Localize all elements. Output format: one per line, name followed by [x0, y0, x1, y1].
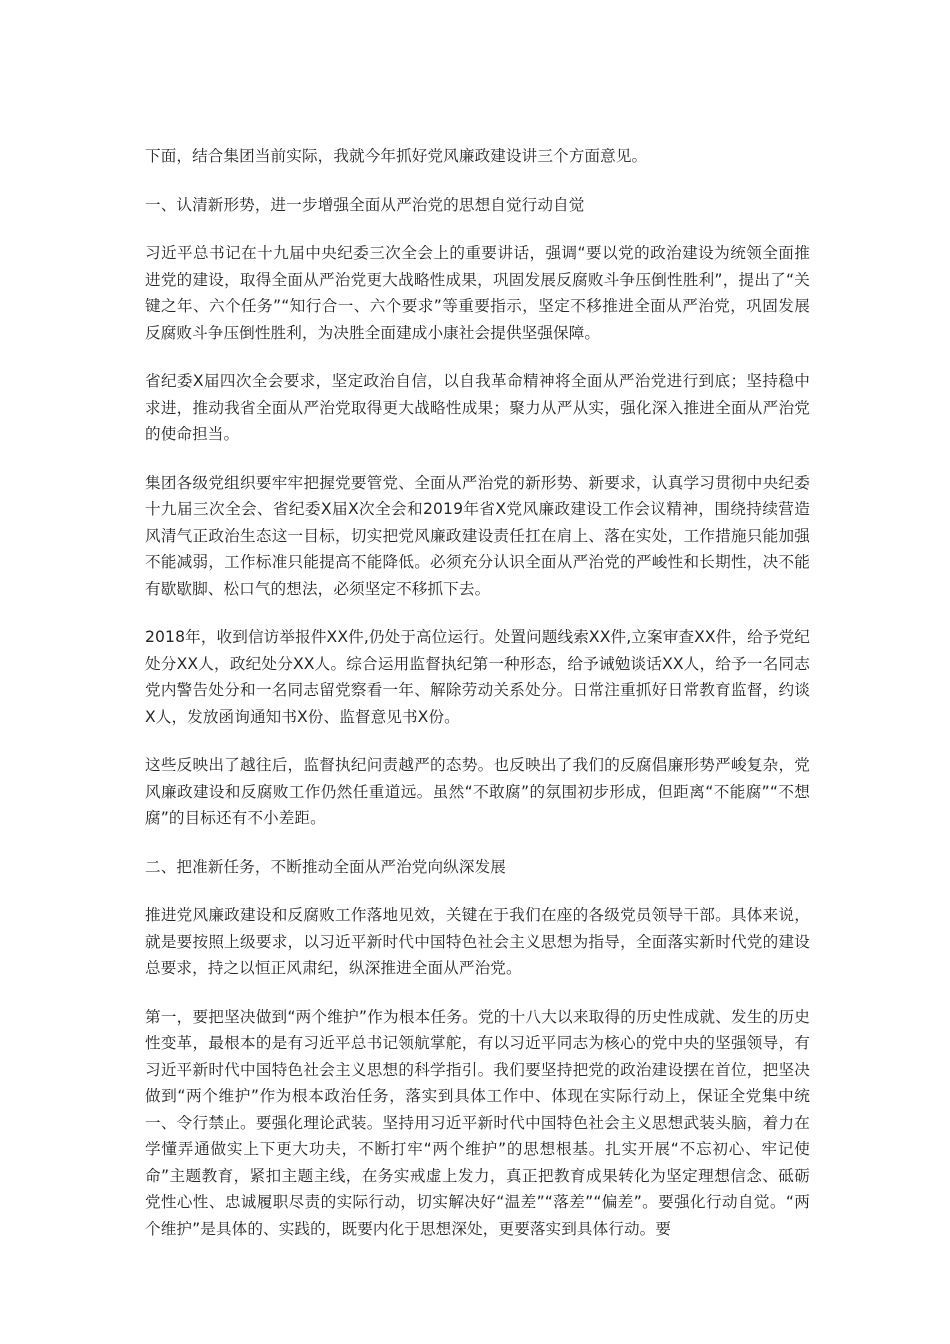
section-heading-2: 二、把准新任务，不断推动全面从严治党向纵深发展	[145, 857, 506, 876]
body-paragraph: 省纪委Ⅹ届四次全会要求，坚定政治自信，以自我革命精神将全面从严治党进行到底；坚持稳中求进，推动我省全面从严治党取得更大战略性成果；聚力从严从实，强化深入推进全面从严治党的使命担当。	[145, 372, 810, 443]
intro-paragraph: 下面，结合集团当前实际，我就今年抓好党风廉政建设讲三个方面意见。	[145, 147, 648, 165]
body-paragraph: 这些反映出了越往后，监督执纪问责越严的态势。也反映出了我们的反腐倡廉形势严峻复杂，党风廉政建设和反腐败工作仍然任重道远。虽然“不敢腐”的氛围初步形成，但距离“不能腐”“不想腐”的目标还有不小差距。	[145, 756, 810, 827]
body-paragraph: 第一，要把坚决做到“两个维护”作为根本任务。党的十八大以来取得的历史性成就、发生的历史性变革，最根本的是有习近平总书记领航掌舵，有以习近平同志为核心的党中央的坚强领导，有习近平新时代中国特色社会主义思想的科学指引。我们要坚持把党的政治建设摆在首位，把坚决做到“两个维护”作为根本政治任务，落实到具体工作中、体现在实际行动上，保证全党集中统一、令行禁止。要强化理论武装。坚持用习近平新时代中国特色社会主义思想武装头脑，着力在学懂弄通做实上下更大功夫，不断打牢“两个维护”的思想根基。扎实开展“不忘初心、牢记使命”主题教育，紧扣主题主线，在务实戒虚上发力，真正把教育成果转化为坚定理想信念、砥砺党性心性、忠诚履职尽责的实际行动，切实解决好“温差”“落差”“偏差”。要强化行动自觉。“两个维护”是具体的、实践的，既要内化于思想深处，更要落实到具体行动。要	[145, 1007, 810, 1238]
body-paragraph: 2018年，收到信访举报件XX件,仍处于高位运行。处置问题线索XX件,立案审查XX件，给予党纪处分XX人，政纪处分XX人。综合运用监督执纪第一种形态，给予诫勉谈话XX人，给予一名同志党内警告处分和一名同志留党察看一年、解除劳动关系处分。日常注重抓好日常教育监督，约谈X人，发放函询通知书X份、监督意见书X份。	[145, 628, 810, 726]
document-body	[145, 143, 810, 1264]
body-paragraph: 习近平总书记在十九届中央纪委三次全会上的重要讲话，强调“要以党的政治建设为统领全面推进党的建设，取得全面从严治党更大战略性成果，巩固发展反腐败斗争压倒性胜利”，提出了“关键之年、六个任务”“知行合一、六个要求”等重要指示，坚定不移推进全面从严治党，巩固发展反腐败斗争压倒性胜利，为决胜全面建成小康社会提供坚强保障。	[145, 244, 810, 342]
section-heading-1: 一、认清新形势，进一步增强全面从严治党的思想自觉行动自觉	[145, 195, 585, 214]
body-paragraph: 集团各级党组织要牢牢把握党要管党、全面从严治党的新形势、新要求，认真学习贯彻中央纪委十九届三次全会、省纪委Ⅹ届Ⅹ次全会和2019年省Ⅹ党风廉政建设工作会议精神，围绕持续营造风清气正政治生态这一目标，切实把党风廉政建设责任扛在肩上、落在实处，工作措施只能加强不能减弱，工作标准只能提高不能降低。必须充分认识全面从严治党的严峻性和长期性，决不能有歇歇脚、松口气的想法，必须坚定不移抓下去。	[145, 473, 810, 598]
body-paragraph: 推进党风廉政建设和反腐败工作落地见效，关键在于我们在座的各级党员领导干部。具体来说，就是要按照上级要求，以习近平新时代中国特色社会主义思想为指导，全面落实新时代党的建设总要求，持之以恒正风肃纪，纵深推进全面从严治党。	[145, 906, 810, 977]
